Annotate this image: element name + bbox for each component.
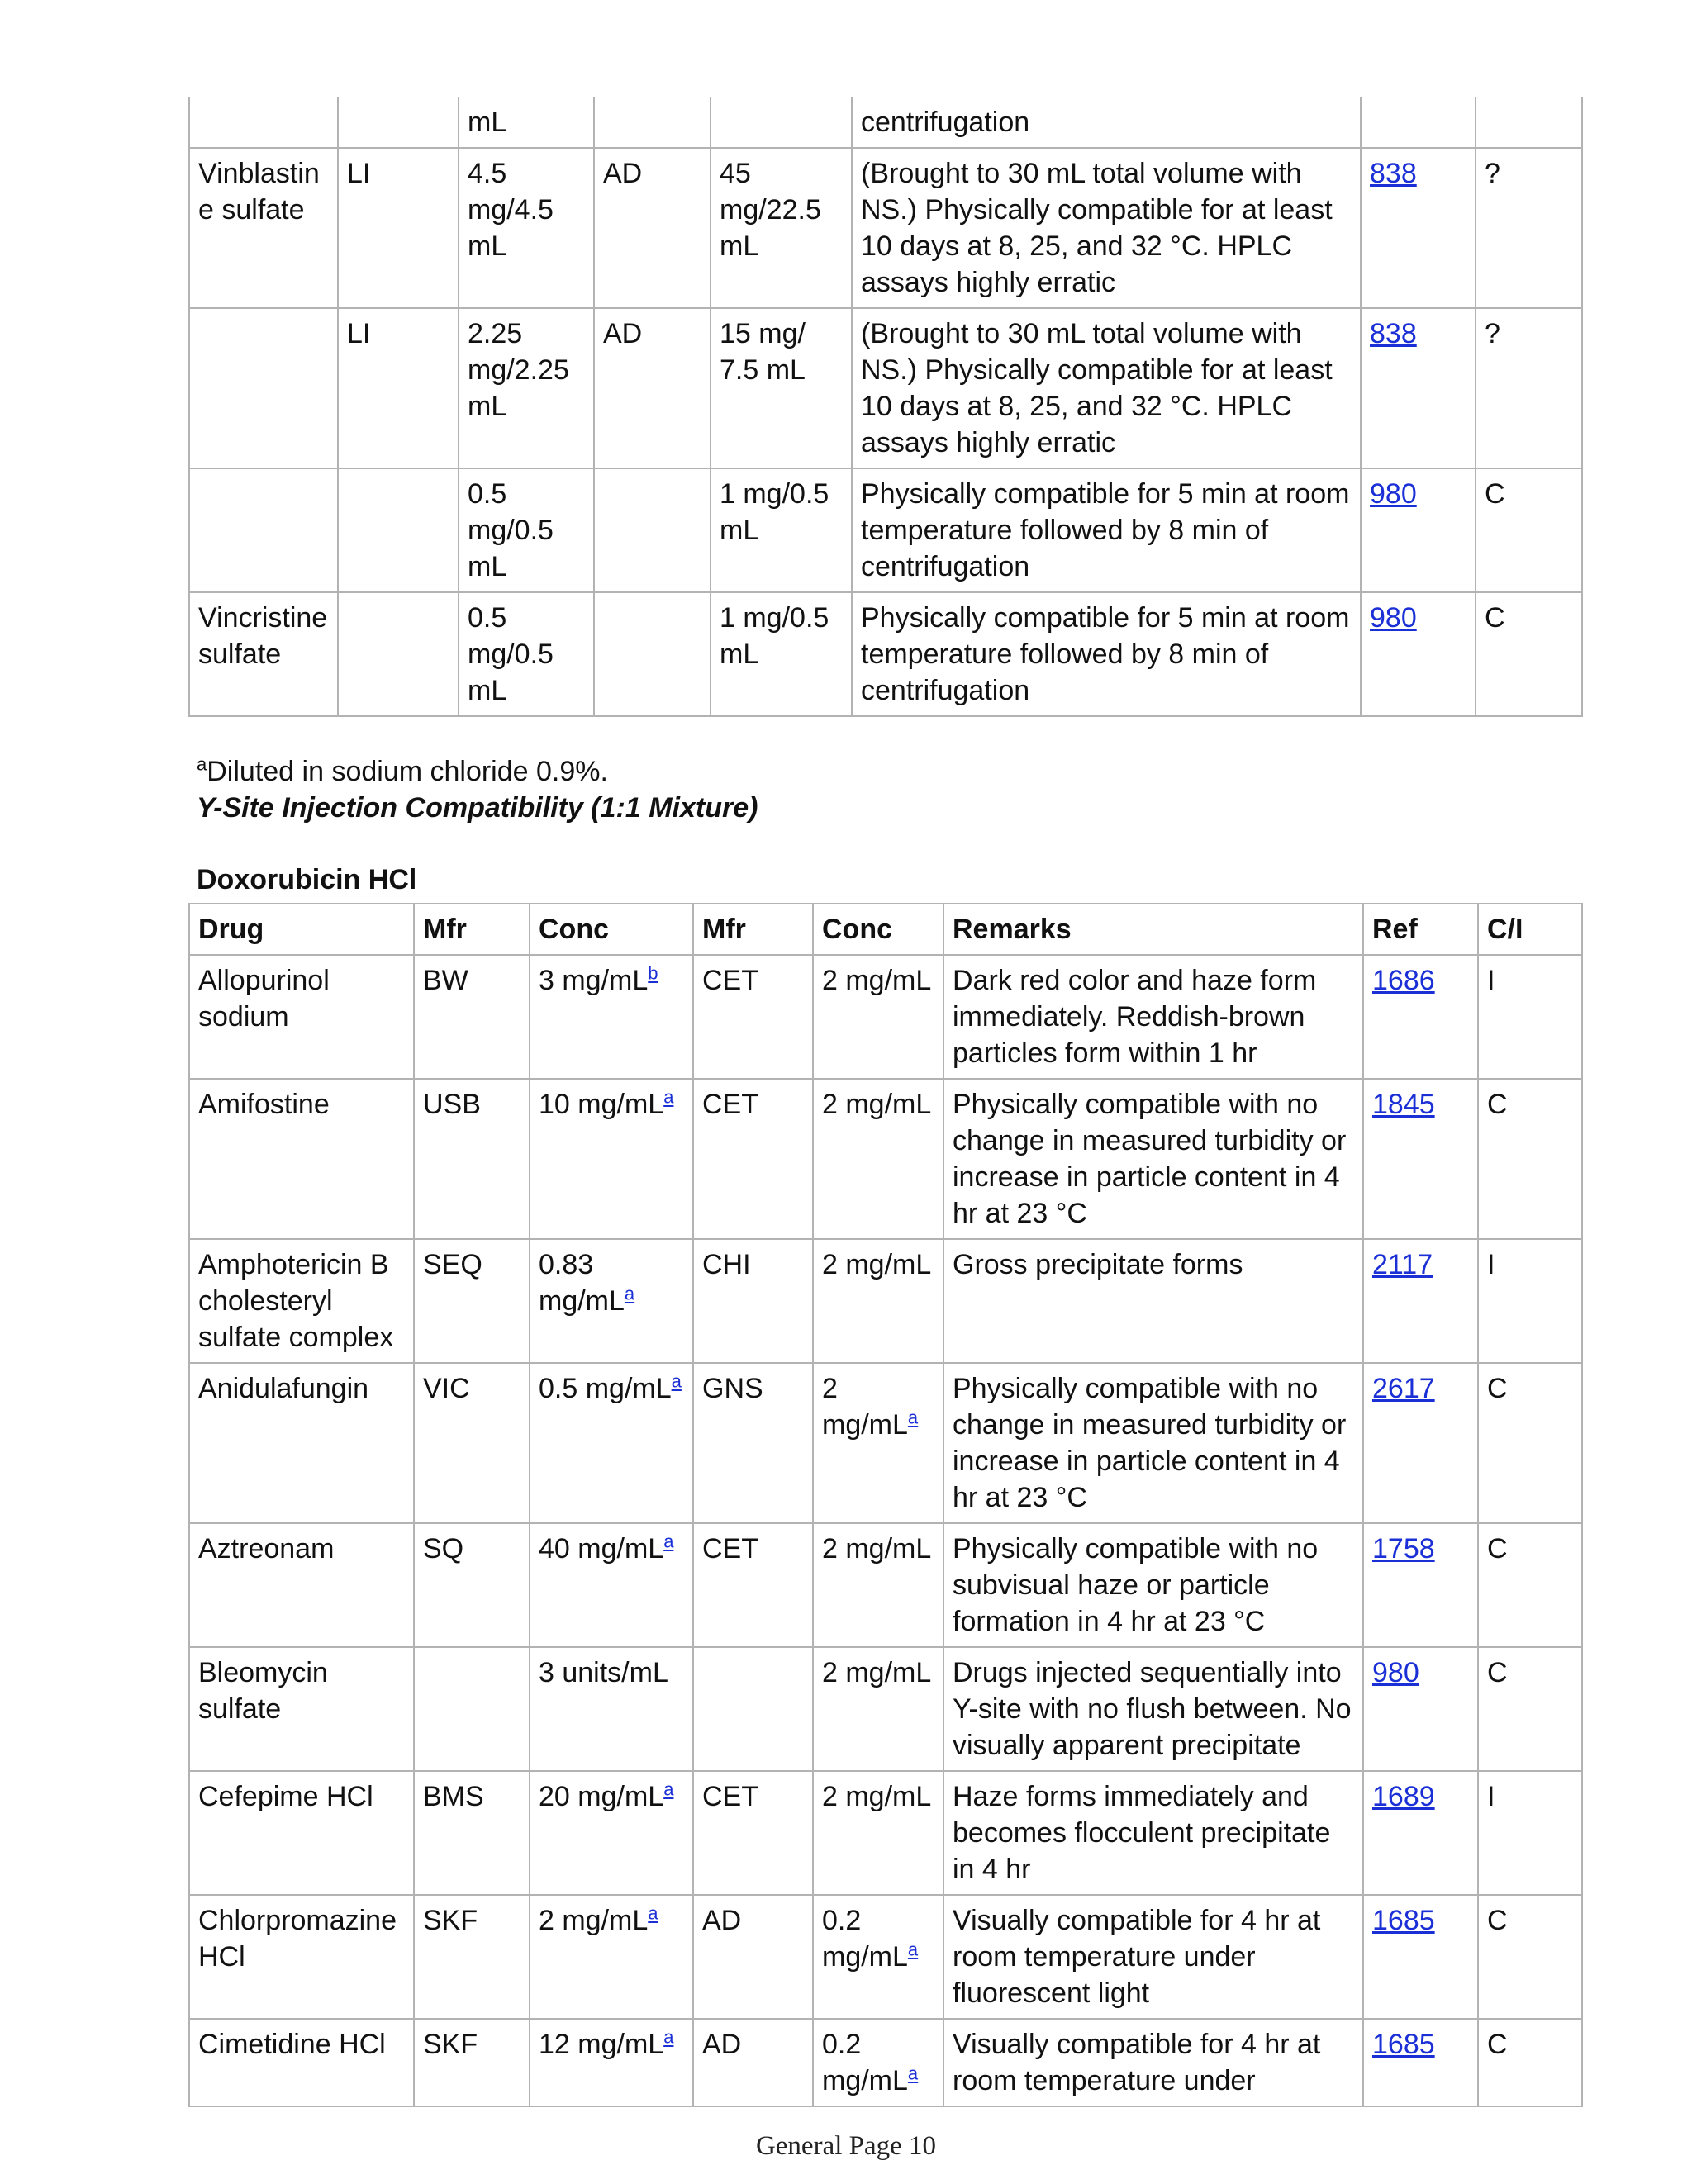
remarks-cell-text: Physically compatible for 5 min at room temperature followed by 8 min of centrifugation — [861, 602, 1350, 706]
conc-cell-text: 12 mg/mL — [539, 2029, 664, 2060]
reference-link[interactable]: 1685 — [1372, 1905, 1435, 1936]
mfr-cell — [414, 2019, 530, 2106]
remarks-cell — [852, 308, 1361, 468]
ref-cell — [1361, 97, 1476, 148]
conc-cell-text: 3 mg/mL — [539, 965, 649, 996]
mfr-cell-2 — [594, 592, 711, 716]
table-row — [189, 308, 1582, 468]
reference-link[interactable]: 1758 — [1372, 1533, 1435, 1564]
reference-link[interactable]: 1685 — [1372, 2029, 1435, 2060]
ci-cell — [1476, 468, 1582, 592]
footnote-marker — [648, 963, 658, 984]
reference-link[interactable]: 980 — [1370, 602, 1417, 634]
table-row — [189, 1647, 1582, 1771]
conc-cell-text: 0.5 mg/0.5 mL — [468, 478, 554, 582]
conc-cell-text: 0.5 mg/0.5 mL — [468, 602, 554, 706]
footnote-link[interactable]: a — [624, 1283, 635, 1304]
reference-link[interactable]: 980 — [1372, 1657, 1419, 1688]
ci-cell — [1478, 1523, 1582, 1647]
remarks-cell-text: Haze forms immediately and becomes flocculent precipitate in 4 hr — [953, 1781, 1331, 1885]
ref-cell — [1363, 1239, 1478, 1363]
conc-cell — [459, 97, 594, 148]
mfr-cell-2 — [594, 148, 711, 308]
mfr-cell-2-text: CET — [702, 1781, 758, 1812]
drug-cell — [189, 2019, 414, 2106]
mfr-cell-2 — [693, 1239, 813, 1363]
footnote-marker — [663, 1087, 673, 1108]
remarks-cell-text: Visually compatible for 4 hr at room temperature under — [953, 2029, 1321, 2096]
remarks-cell — [852, 97, 1361, 148]
footnote-marker — [648, 1903, 658, 1924]
drug-cell-text: Amifostine — [198, 1089, 330, 1120]
mfr-cell-2 — [693, 1895, 813, 2019]
conc-cell-2 — [813, 1079, 943, 1239]
mfr-cell-text: BW — [423, 965, 468, 996]
conc-cell-2 — [813, 1523, 943, 1647]
mfr-cell-2 — [693, 1647, 813, 1771]
conc-cell — [459, 468, 594, 592]
remarks-cell — [943, 1647, 1363, 1771]
conc-cell — [530, 1647, 693, 1771]
drug-cell-text: Aztreonam — [198, 1533, 335, 1564]
section-title: Y-Site Injection Compatibility (1:1 Mixture) — [197, 792, 758, 824]
reference-link[interactable]: 1686 — [1372, 965, 1435, 996]
conc-cell-2-text: 1 mg/0.5 mL — [720, 478, 829, 546]
footnote-marker — [663, 1531, 673, 1552]
remarks-cell-text: Visually compatible for 4 hr at room temperature under fluorescent light — [953, 1905, 1321, 2009]
admixture-continued-table — [188, 97, 1583, 717]
footnote-marker — [908, 1939, 918, 1960]
header-drug: Drug — [189, 904, 414, 955]
ref-cell — [1361, 308, 1476, 468]
footnote-marker — [663, 1779, 673, 1800]
ref-cell — [1361, 148, 1476, 308]
table-row — [189, 955, 1582, 1079]
mfr-cell — [414, 1647, 530, 1771]
conc-cell-2 — [813, 1895, 943, 2019]
mfr-cell-text: SKF — [423, 2029, 478, 2060]
conc-cell-text: 0.83 mg/mL — [539, 1249, 625, 1317]
conc-cell-2 — [711, 148, 852, 308]
mfr-cell-2 — [693, 2019, 813, 2106]
table-row — [189, 1895, 1582, 2019]
conc-cell-2 — [813, 1647, 943, 1771]
ref-cell — [1363, 2019, 1478, 2106]
mfr-cell-text: VIC — [423, 1373, 470, 1404]
ref-cell — [1361, 468, 1476, 592]
conc-cell-2-text: 2 mg/mL — [822, 1533, 932, 1564]
remarks-cell — [943, 955, 1363, 1079]
remarks-cell — [943, 1363, 1363, 1523]
mfr-cell-2 — [693, 1363, 813, 1523]
conc-cell — [530, 1239, 693, 1363]
mfr-cell-2-text: CET — [702, 1533, 758, 1564]
ci-cell-text: C — [1487, 1373, 1508, 1404]
ci-cell — [1478, 955, 1582, 1079]
drug-cell — [189, 97, 338, 148]
drug-cell — [189, 1771, 414, 1895]
remarks-cell-text: Dark red color and haze form immediately. Reddish-brown particles form within 1 hr — [953, 965, 1317, 1069]
mfr-cell — [414, 1363, 530, 1523]
table-row — [189, 1079, 1582, 1239]
drug-cell-text: Anidulafungin — [198, 1373, 369, 1404]
remarks-cell — [943, 1895, 1363, 2019]
drug-cell — [189, 1239, 414, 1363]
conc-cell-2 — [813, 1239, 943, 1363]
remarks-cell-text: centrifugation — [861, 107, 1030, 138]
mfr-cell-2-text: AD — [702, 1905, 742, 1936]
drug-cell-text: Chlorpromazine HCl — [198, 1905, 397, 1973]
ref-cell — [1361, 592, 1476, 716]
header-conc-2: Conc — [813, 904, 943, 955]
mfr-cell — [414, 1895, 530, 2019]
mfr-cell-2 — [594, 97, 711, 148]
ref-cell — [1363, 1523, 1478, 1647]
conc-cell-2-text: 2 mg/mL — [822, 1373, 908, 1441]
header-conc: Conc — [530, 904, 693, 955]
ref-cell — [1363, 1363, 1478, 1523]
mfr-cell-2 — [594, 308, 711, 468]
remarks-cell — [943, 2019, 1363, 2106]
ref-cell — [1363, 1079, 1478, 1239]
remarks-cell-text: Gross precipitate forms — [953, 1249, 1243, 1280]
reference-link[interactable]: 1689 — [1372, 1781, 1435, 1812]
drug-cell — [189, 468, 338, 592]
remarks-cell — [943, 1523, 1363, 1647]
conc-cell-2-text: 0.2 mg/mL — [822, 2029, 908, 2096]
conc-cell-2 — [711, 592, 852, 716]
footnote-marker — [663, 2027, 673, 2048]
remarks-cell — [852, 468, 1361, 592]
conc-cell — [530, 1079, 693, 1239]
conc-cell-text: 20 mg/mL — [539, 1781, 664, 1812]
mfr-cell-text: SEQ — [423, 1249, 482, 1280]
conc-cell-2 — [711, 308, 852, 468]
mfr-cell — [338, 468, 459, 592]
footnote-marker: a — [197, 753, 207, 775]
reference-link[interactable]: 2617 — [1372, 1373, 1435, 1404]
reference-link[interactable]: 838 — [1370, 158, 1417, 189]
conc-cell — [459, 308, 594, 468]
conc-cell-text: 40 mg/mL — [539, 1533, 664, 1564]
drug-cell-text: Vinblastine sulfate — [198, 158, 320, 226]
remarks-cell-text: Physically compatible with no change in measured turbidity or increase in particle content in 4 hr at 23 °C — [953, 1089, 1347, 1229]
page-footer: General Page 10 — [755, 2131, 937, 2161]
drug-cell — [189, 1647, 414, 1771]
remarks-cell — [852, 148, 1361, 308]
drug-cell — [189, 1363, 414, 1523]
remarks-cell-text: Physically compatible with no subvisual haze or particle formation in 4 hr at 23 °C — [953, 1533, 1319, 1637]
mfr-cell-2 — [693, 1771, 813, 1895]
conc-cell-2 — [813, 955, 943, 1079]
footnote-link[interactable]: a — [907, 2063, 919, 2084]
conc-cell-2-text: 2 mg/mL — [822, 1781, 932, 1812]
table-row — [189, 592, 1582, 716]
remarks-cell — [943, 1771, 1363, 1895]
mfr-cell-text: LI — [347, 318, 371, 349]
footnote-link[interactable]: a — [907, 1407, 919, 1428]
drug-cell-text: Cimetidine HCl — [198, 2029, 386, 2060]
conc-cell-2-text: 2 mg/mL — [822, 1657, 932, 1688]
drug-cell-text: Cefepime HCl — [198, 1781, 373, 1812]
mfr-cell-text: SKF — [423, 1905, 478, 1936]
ci-cell — [1478, 1895, 1582, 2019]
conc-cell — [530, 1523, 693, 1647]
conc-cell-2-text: 2 mg/mL — [822, 1089, 932, 1120]
conc-cell-2 — [711, 97, 852, 148]
header-ci: C/I — [1478, 904, 1582, 955]
table-row — [189, 1363, 1582, 1523]
drug-cell — [189, 592, 338, 716]
mfr-cell — [414, 955, 530, 1079]
mfr-cell-2-text: CET — [702, 965, 758, 996]
mfr-cell-2-text: CHI — [702, 1249, 751, 1280]
conc-cell-text: 10 mg/mL — [539, 1089, 664, 1120]
drug-cell-text: Vincristine sulfate — [198, 602, 328, 670]
conc-cell — [459, 592, 594, 716]
table-row — [189, 468, 1582, 592]
ci-cell — [1478, 1363, 1582, 1523]
mfr-cell-2-text: AD — [702, 2029, 742, 2060]
footnote-marker — [908, 1408, 918, 1428]
ci-cell — [1478, 1771, 1582, 1895]
mfr-cell — [414, 1771, 530, 1895]
footnote-link[interactable]: a — [648, 1902, 658, 1924]
table-row — [189, 97, 1582, 148]
footnote-link[interactable]: a — [663, 1086, 674, 1108]
reference-link[interactable]: 838 — [1370, 318, 1417, 349]
mfr-cell — [414, 1239, 530, 1363]
table-row — [189, 2019, 1582, 2106]
conc-cell — [530, 1895, 693, 2019]
footnote-link[interactable]: a — [663, 1778, 674, 1800]
footnote-link[interactable]: b — [648, 962, 658, 984]
ci-cell-text: ? — [1485, 158, 1500, 189]
table-row — [189, 1771, 1582, 1895]
mfr-cell-text: BMS — [423, 1781, 484, 1812]
conc-cell — [530, 1363, 693, 1523]
conc-cell-2-text: 45 mg/22.5 mL — [720, 158, 821, 262]
mfr-cell-2-text: CET — [702, 1089, 758, 1120]
drug-cell — [189, 148, 338, 308]
ci-cell — [1478, 1647, 1582, 1771]
conc-cell — [530, 1771, 693, 1895]
remarks-cell-text: (Brought to 30 mL total volume with NS.) Physically compatible for at least 10 days at 8, 25, and 32 °C. HPLC assays highly erratic — [861, 318, 1333, 458]
ci-cell — [1478, 1239, 1582, 1363]
mfr-cell-2-text: AD — [603, 158, 643, 189]
drug-cell — [189, 1523, 414, 1647]
mfr-cell-text: SQ — [423, 1533, 464, 1564]
remarks-cell-text: Physically compatible for 5 min at room temperature followed by 8 min of centrifugation — [861, 478, 1350, 582]
drug-cell-text: Allopurinol sodium — [198, 965, 330, 1033]
conc-cell-2 — [813, 1363, 943, 1523]
conc-cell-2 — [813, 2019, 943, 2106]
ci-cell-text: C — [1487, 1089, 1508, 1120]
reference-link[interactable]: 980 — [1370, 478, 1417, 510]
remarks-cell-text: (Brought to 30 mL total volume with NS.) Physically compatible for at least 10 days at 8, 25, and 32 °C. HPLC assays highly erratic — [861, 158, 1333, 298]
mfr-cell-2 — [594, 468, 711, 592]
mfr-cell-text: USB — [423, 1089, 481, 1120]
mfr-cell — [338, 97, 459, 148]
remarks-cell-text: Physically compatible with no change in measured turbidity or increase in particle content in 4 hr at 23 °C — [953, 1373, 1347, 1513]
ysite-compatibility-table — [188, 903, 1583, 2107]
drug-title: Doxorubicin HCl — [197, 864, 417, 895]
footnote-marker — [672, 1371, 682, 1392]
ci-cell-text: C — [1487, 1905, 1508, 1936]
conc-cell-2-text: 1 mg/0.5 mL — [720, 602, 829, 670]
conc-cell-text: 2 mg/mL — [539, 1905, 649, 1936]
footnote-text: Diluted in sodium chloride 0.9%. — [207, 756, 608, 787]
conc-cell-text: 0.5 mg/mL — [539, 1373, 672, 1404]
mfr-cell-2 — [693, 1523, 813, 1647]
ci-cell — [1476, 148, 1582, 308]
footnote-link[interactable]: a — [671, 1370, 682, 1392]
remarks-cell — [943, 1079, 1363, 1239]
mfr-cell — [338, 592, 459, 716]
conc-cell — [530, 2019, 693, 2106]
ci-cell — [1476, 308, 1582, 468]
footnote-marker — [625, 1284, 634, 1304]
table-row — [189, 1239, 1582, 1363]
header-mfr-2: Mfr — [693, 904, 813, 955]
footnote-link[interactable]: a — [663, 2026, 674, 2048]
conc-cell — [530, 955, 693, 1079]
ref-cell — [1363, 1647, 1478, 1771]
reference-link[interactable]: 1845 — [1372, 1089, 1435, 1120]
mfr-cell-2 — [693, 955, 813, 1079]
reference-link[interactable]: 2117 — [1372, 1249, 1433, 1280]
ci-cell — [1476, 592, 1582, 716]
drug-cell — [189, 1895, 414, 2019]
footnote-link[interactable]: a — [907, 1939, 919, 1960]
mfr-cell — [414, 1079, 530, 1239]
conc-cell-text: 4.5 mg/4.5 mL — [468, 158, 554, 262]
footnote — [197, 753, 608, 790]
footnote-link[interactable]: a — [663, 1531, 674, 1552]
conc-cell-2-text: 15 mg/ 7.5 mL — [720, 318, 806, 386]
ci-cell-text: I — [1487, 965, 1495, 996]
ci-cell-text: I — [1487, 1249, 1495, 1280]
conc-cell-2-text: 2 mg/mL — [822, 965, 932, 996]
ci-cell-text: C — [1487, 2029, 1508, 2060]
conc-cell-2 — [711, 468, 852, 592]
remarks-cell — [943, 1239, 1363, 1363]
table-header-row — [189, 904, 1582, 955]
table-row — [189, 1523, 1582, 1647]
ci-cell-text: C — [1485, 602, 1505, 634]
mfr-cell — [414, 1523, 530, 1647]
header-ref: Ref — [1363, 904, 1478, 955]
ci-cell — [1476, 97, 1582, 148]
header-remarks: Remarks — [943, 904, 1363, 955]
drug-cell — [189, 1079, 414, 1239]
remarks-cell — [852, 592, 1361, 716]
table-row — [189, 148, 1582, 308]
ref-cell — [1363, 1771, 1478, 1895]
ref-cell — [1363, 1895, 1478, 2019]
mfr-cell — [338, 308, 459, 468]
drug-cell — [189, 308, 338, 468]
mfr-cell-2 — [693, 1079, 813, 1239]
ci-cell-text: ? — [1485, 318, 1500, 349]
conc-cell-2-text: 0.2 mg/mL — [822, 1905, 908, 1973]
drug-cell-text: Bleomycin sulfate — [198, 1657, 328, 1725]
ci-cell-text: I — [1487, 1781, 1495, 1812]
mfr-cell-2-text: GNS — [702, 1373, 763, 1404]
ci-cell-text: C — [1487, 1657, 1508, 1688]
mfr-cell — [338, 148, 459, 308]
ci-cell — [1478, 2019, 1582, 2106]
header-mfr: Mfr — [414, 904, 530, 955]
ref-cell — [1363, 955, 1478, 1079]
conc-cell — [459, 148, 594, 308]
mfr-cell-2-text: AD — [603, 318, 643, 349]
remarks-cell-text: Drugs injected sequentially into Y-site with no flush between. No visually apparent precipitate — [953, 1657, 1352, 1761]
conc-cell-text: 2.25 mg/2.25 mL — [468, 318, 569, 422]
ci-cell-text: C — [1485, 478, 1505, 510]
drug-cell-text: Amphotericin B cholesteryl sulfate complex — [198, 1249, 394, 1353]
conc-cell-text: 3 units/mL — [539, 1657, 668, 1688]
footnote-marker — [908, 2063, 918, 2084]
conc-cell-2 — [813, 1771, 943, 1895]
mfr-cell-text: LI — [347, 158, 371, 189]
ci-cell-text: C — [1487, 1533, 1508, 1564]
conc-cell-text: mL — [468, 107, 507, 138]
drug-cell — [189, 955, 414, 1079]
ci-cell — [1478, 1079, 1582, 1239]
conc-cell-2-text: 2 mg/mL — [822, 1249, 932, 1280]
